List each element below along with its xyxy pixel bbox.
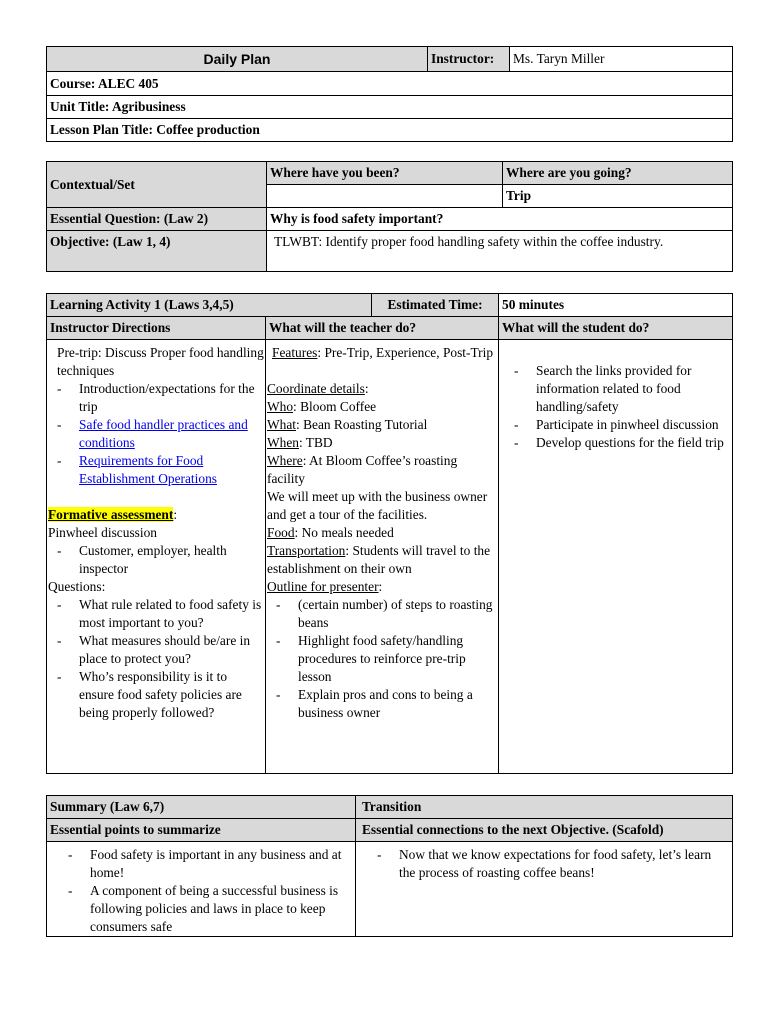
list-item: - Highlight food safety/handling procedures to reinforce pre-trip lesson — [267, 632, 497, 686]
unit-title-line: Unit Title: Agribusiness — [47, 96, 733, 119]
formative-assessment-line: Formative assessment: — [48, 507, 178, 522]
list-item: - Food safety is important in any business and at home! — [59, 846, 351, 882]
essential-connections-header: Essential connections to the next Objective. (Scafold) — [356, 819, 733, 842]
where-line: Where: At Bloom Coffee’s roasting facility — [267, 453, 458, 486]
list-item: - Introduction/expectations for the trip — [48, 380, 264, 416]
where-going-label: Where are you going? — [503, 162, 733, 185]
daily-plan-title: Daily Plan — [47, 47, 428, 72]
list-item: - Customer, employer, health inspector — [48, 542, 264, 578]
list-item: - Who’s responsibility is it to ensure food safety policies are being properly followed? — [48, 668, 264, 722]
food-line: Food: No meals needed — [267, 525, 394, 540]
list-item: - What measures should be/are in place to protect you? — [48, 632, 264, 668]
student-header: What will the student do? — [499, 317, 733, 340]
contextual-set-label: Contextual/Set — [47, 162, 267, 208]
who-line: Who: Bloom Coffee — [267, 399, 377, 414]
list-item: - Explain pros and cons to being a business owner — [267, 686, 497, 722]
list-item: - Now that we know expectations for food safety, let’s learn the process of roasting coffee beans! — [368, 846, 728, 882]
safe-food-handler-link[interactable]: Safe food handler practices and conditions — [79, 417, 248, 450]
summary-title: Summary (Law 6,7) — [47, 796, 356, 819]
objective-value: TLWBT: Identify proper food handling safety within the coffee industry. — [267, 231, 733, 272]
summary-points-list — [59, 846, 351, 936]
list-item: - Participate in pinwheel discussion — [505, 416, 731, 434]
list-item: - A component of being a successful business is following policies and laws in place to keep consumers safe — [59, 882, 351, 936]
transportation-line: Transportation: Students will travel to the establishment on their own — [267, 543, 491, 576]
list-item — [48, 452, 264, 488]
learning-activity-title: Learning Activity 1 (Laws 3,4,5) — [47, 294, 372, 317]
estimated-time-label: Estimated Time: — [372, 294, 499, 317]
features-line: Features: Pre-Trip, Experience, Post-Trip — [272, 345, 494, 360]
summary-table — [46, 795, 733, 937]
context-table — [46, 161, 733, 272]
header-table — [46, 46, 733, 142]
instructor-name: Ms. Taryn Miller — [510, 47, 733, 72]
where-been-value — [267, 185, 503, 208]
connections-list — [368, 846, 728, 882]
pinwheel-list — [48, 542, 264, 578]
student-cell — [499, 340, 733, 774]
food-establishment-link[interactable]: Requirements for Food Establishment Operations — [79, 453, 217, 486]
summary-points-cell — [47, 842, 356, 937]
outline-list — [267, 596, 497, 722]
objective-label: Objective: (Law 1, 4) — [47, 231, 267, 272]
lesson-title-line: Lesson Plan Title: Coffee production — [47, 119, 733, 142]
essential-question-value: Why is food safety important? — [267, 208, 733, 231]
essential-question-label: Essential Question: (Law 2) — [47, 208, 267, 231]
list-item — [48, 416, 264, 452]
connections-cell — [356, 842, 733, 937]
coordinate-details-line: Coordinate details: — [267, 381, 369, 396]
essential-points-header: Essential points to summarize — [47, 819, 356, 842]
teacher-cell — [266, 340, 499, 774]
where-been-label: Where have you been? — [267, 162, 503, 185]
transition-title: Transition — [356, 796, 733, 819]
student-list — [505, 362, 731, 452]
pinwheel-label: Pinwheel discussion — [48, 525, 157, 540]
list-item: - What rule related to food safety is most important to you? — [48, 596, 264, 632]
course-line: Course: ALEC 405 — [47, 72, 733, 96]
questions-list — [48, 596, 264, 722]
teacher-header: What will the teacher do? — [266, 317, 499, 340]
list-item: - Search the links provided for information related to food handling/safety — [505, 362, 731, 416]
where-going-value: Trip — [503, 185, 733, 208]
meet-text: We will meet up with the business owner and get a tour of the facilities. — [267, 489, 488, 522]
instructor-directions-cell — [47, 340, 266, 774]
when-line: When: TBD — [267, 435, 333, 450]
outline-line: Outline for presenter: — [267, 579, 383, 594]
activity-table — [46, 293, 733, 774]
pretrip-list — [48, 380, 264, 488]
estimated-time-value: 50 minutes — [499, 294, 733, 317]
instructor-directions-header: Instructor Directions — [47, 317, 266, 340]
instructor-label: Instructor: — [428, 47, 510, 72]
list-item: - (certain number) of steps to roasting beans — [267, 596, 497, 632]
list-item: - Develop questions for the field trip — [505, 434, 731, 452]
what-line: What: Bean Roasting Tutorial — [267, 417, 428, 432]
formative-assessment-label: Formative assessment — [48, 507, 174, 522]
pretrip-intro: Pre-trip: Discuss Proper food handling techniques — [57, 345, 264, 378]
questions-label: Questions: — [48, 579, 106, 594]
